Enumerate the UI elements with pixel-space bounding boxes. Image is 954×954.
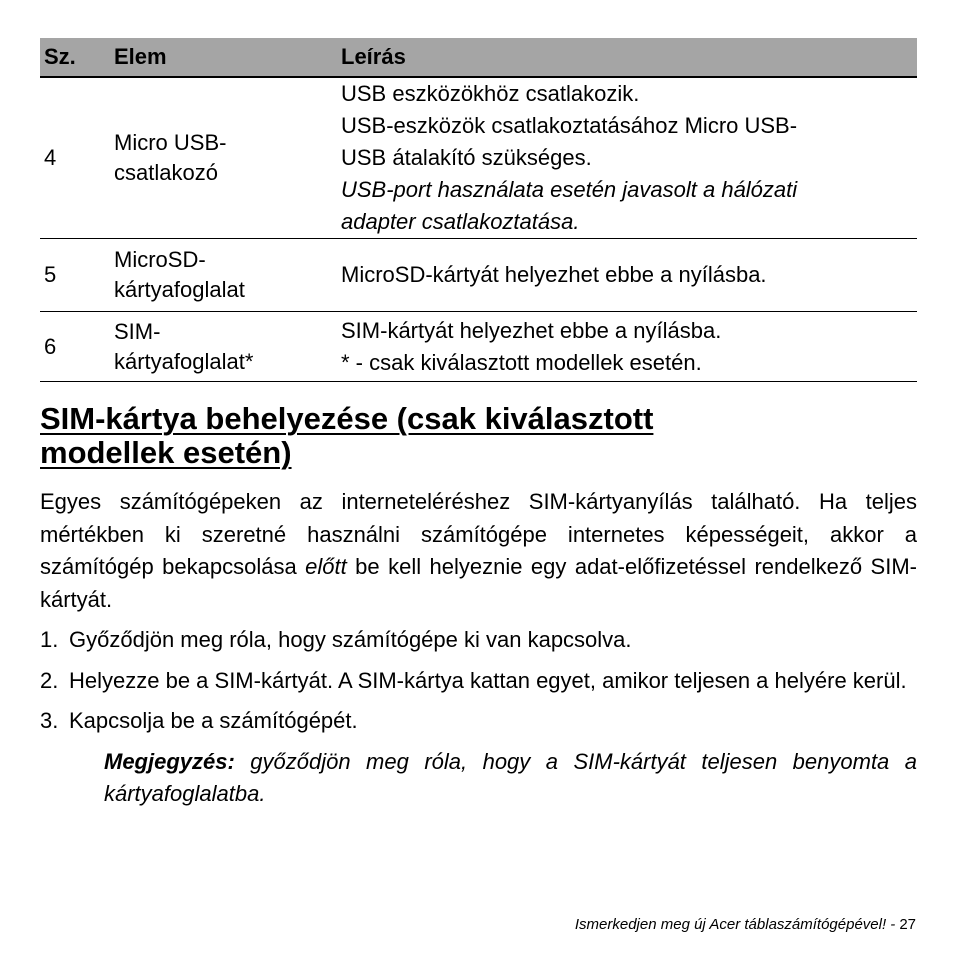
element-line: Micro USB- — [114, 130, 227, 155]
row-number: 4 — [40, 77, 110, 239]
step-number: 1. — [40, 627, 59, 652]
row-element — [110, 312, 337, 382]
element-line: kártyafoglalat — [114, 277, 245, 302]
list-item — [40, 705, 917, 738]
row-element — [110, 77, 337, 239]
intro-paragraph — [40, 486, 917, 616]
description-line: USB átalakító szükséges. — [341, 145, 592, 170]
section-title-line2: modellek esetén) — [40, 435, 292, 470]
table-row — [40, 312, 917, 382]
header-description: Leírás — [337, 38, 917, 77]
list-item — [40, 665, 917, 698]
description-line: MicroSD-kártyát helyezhet ebbe a nyílásba. — [341, 262, 767, 287]
steps-list — [40, 624, 917, 738]
description-italic-line: USB-port használata esetén javasolt a hálózati — [341, 177, 798, 202]
description-line: SIM-kártyát helyezhet ebbe a nyílásba. — [341, 317, 722, 343]
page-content — [40, 38, 917, 811]
intro-text-end: be kell helyeznie egy adat-előfizetéssel rendelkező SIM-kártyát. — [40, 554, 917, 612]
element-line: csatlakozó — [114, 160, 218, 185]
step-text: Kapcsolja be a számítógépét. — [69, 708, 358, 733]
row-element — [110, 239, 337, 312]
row-description — [337, 77, 917, 239]
row-number: 5 — [40, 239, 110, 312]
header-number: Sz. — [40, 38, 110, 77]
footer-text: Ismerkedjen meg új Acer táblaszámítógépével! - — [574, 916, 896, 933]
row-description — [337, 312, 917, 382]
step-number: 3. — [40, 708, 59, 733]
page-footer — [575, 916, 916, 933]
component-table — [40, 38, 917, 382]
note-label: Megjegyzés: — [104, 748, 235, 774]
note-text: győződjön meg róla, hogy a SIM-kártyát teljesen benyomta a kártyafoglalatba. — [104, 748, 917, 806]
description-line: USB eszközökhöz csatlakozik. — [341, 81, 640, 106]
table-header-row — [40, 38, 917, 77]
step-text: Győződjön meg róla, hogy számítógépe ki van kapcsolva. — [69, 627, 632, 652]
intro-text: Egyes számítógépeken az interneteléréshez SIM-kártyanyílás található. Ha teljes mértékben ki szeretné használni számítógépe internetes képességeit, akkor a számítógép bekapcsolása — [40, 489, 917, 579]
row-number: 6 — [40, 312, 110, 382]
section-title-line1: SIM-kártya behelyezése (csak kiválasztott — [40, 401, 654, 436]
table-row — [40, 239, 917, 312]
step-number: 2. — [40, 667, 59, 693]
list-item — [40, 624, 917, 657]
description-line: USB-eszközök csatlakoztatásához Micro USB- — [341, 113, 798, 138]
element-line: SIM- — [114, 318, 161, 344]
table-row — [40, 77, 917, 239]
section-title — [40, 402, 917, 470]
element-line: MicroSD- — [114, 247, 206, 272]
page-number: 27 — [899, 916, 916, 933]
step-text: Helyezze be a SIM-kártyát. A SIM-kártya kattan egyet, amikor teljesen a helyére kerül. — [69, 667, 907, 693]
description-line: * - csak kiválasztott modellek esetén. — [341, 349, 702, 375]
header-element: Elem — [110, 38, 337, 77]
intro-emphasis: előtt — [305, 554, 347, 579]
row-description — [337, 239, 917, 312]
note — [104, 746, 917, 811]
element-line: kártyafoglalat* — [114, 348, 254, 374]
description-italic-line: adapter csatlakoztatása. — [341, 209, 580, 234]
